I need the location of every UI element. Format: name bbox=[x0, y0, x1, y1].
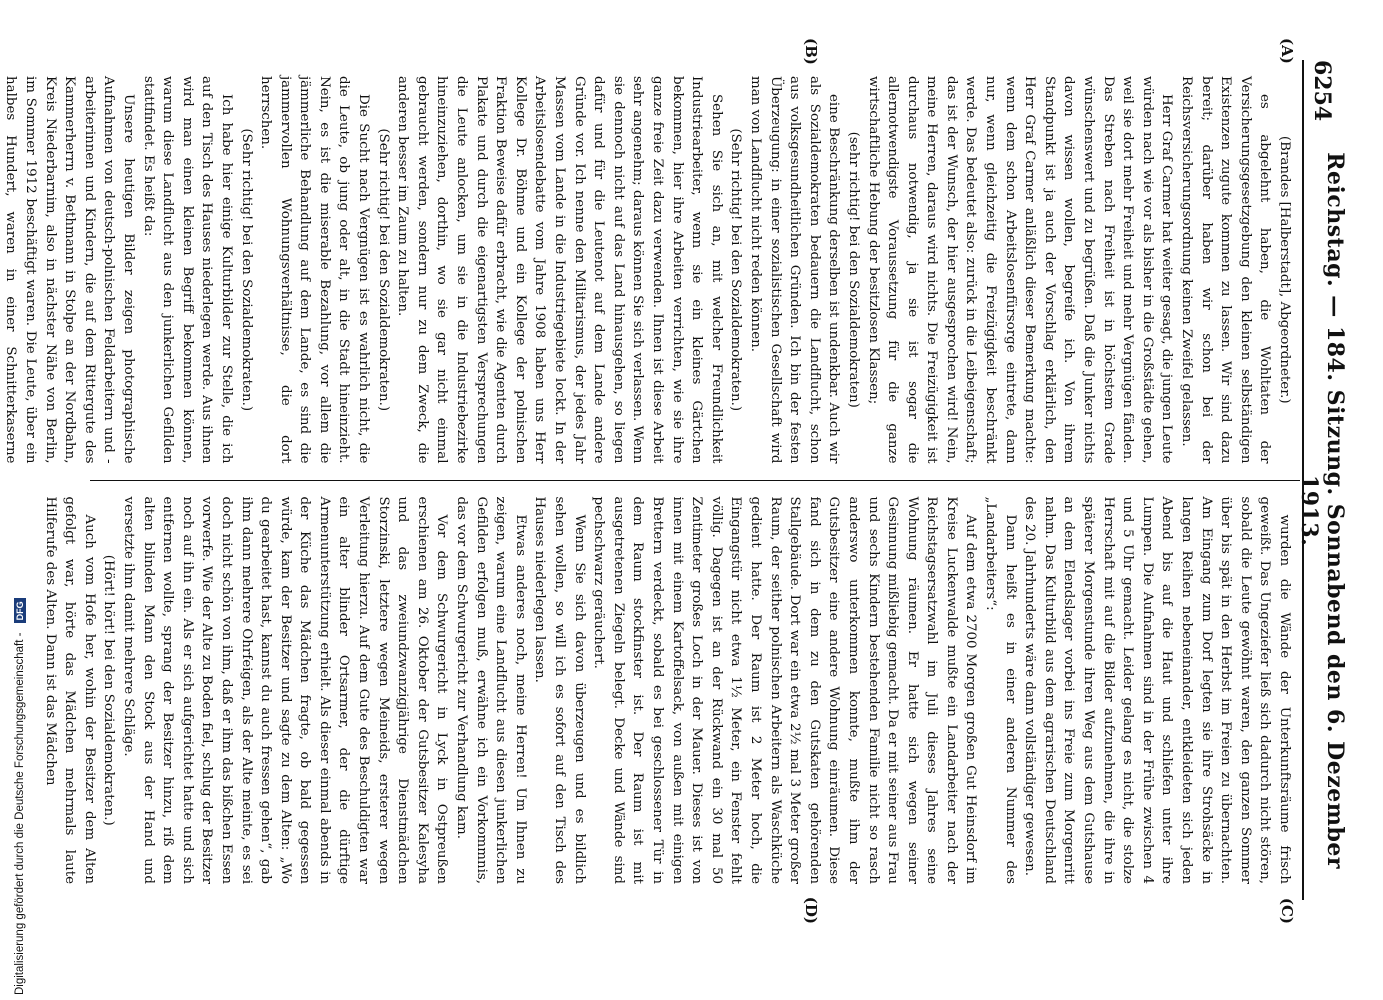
paragraph: (Sehr richtig! bei den Sozialdemokraten.) bbox=[238, 128, 254, 412]
paragraph: Auf dem etwa 2700 Morgen großen Gut Heinsdorf im Kreise Luckenwalde mußte ein Landarbeiter nach der Reichstagsersatzwahl im Juli dieses Jahres seine Wohnung räumen. Er hatte sich wegen seiner Gesinnung mißliebig gemacht. Da er mit seiner aus Frau und sechs Kindern bestehenden Familie nicht so rasch anderswo unterkommen konnte, mußte ihm der Gutsbesitzer eine andere Wohnung einräumen. Diese fand sich in dem zu den Gutskaten gehörenden Stallgebäude. Dort war ein etwa 2½ mal 3 Meter großer Raum, der seither polnischen Arbeitern als Waschküche gedient hatte. Der Raum ist 2 Meter hoch, die Eingangstür nicht etwa 1½ Meter, ein Fenster fehlt völlig. Dagegen ist an der Rückwand ein 30 mal 50 Zentimeter großes Loch in der Mauer. Dieses ist von innen mit einem Kartoffelsack, von außen mit einigen Brettern verdeckt, sobald es bei geschlossener Tür in dem Raum stockfinster ist. Der Raum ist mit ausgetretenen Ziegeln belegt. Decke und Wände sind pechschwarz geräuchert. bbox=[591, 496, 979, 884]
paragraph: Vor dem Schwurgericht in Lyck in Ostpreußen erschienen am 26. Oktober der Gutsbesitzer Kalesyha und das zweiundzwanzigjährige Dienstmädchen Storzinski, letztere wegen Meineids, ersterer wegen Verleitung hierzu. Auf dem Gute des Beschuldigten war ein alter blinder Ortsarmer, der die dürftige Armenunterstützung erhielt. Als dieser einmal abends in der Küche das Mädchen fragte, ob bald gegessen würde, kam der Besitzer und sagte zu dem Alten: „Wo du gearbeitet hast, kannst du auch fressen gehen“, gab ihm dann mehrere Ohrfeigen, als der Alte meinte, es sei doch nicht schön von ihm, daß er ihm das bißchen Essen vorwerfe. Wie der Alte zu Boden fiel, schlug der Besitzer noch auf ihn ein. Als er sich aufgerichtet hatte und sich entfernen wollte, sprang der Besitzer hinzu, riß dem alten blinden Mann den Stock aus der Hand und versetzte ihm damit mehrere Schläge. bbox=[120, 496, 450, 884]
page-header bbox=[1296, 60, 1348, 900]
paragraph: Die Sucht nach Vergnügen ist es wahrlich nicht, die die Leute, ob jung oder alt, in die Stadt hineinzieht. Nein, es ist die miserable Bezahlung, vor allem die jämmerliche Behandlung auf dem Lande, es sind die jammervollen Wohnungsverhältnisse, die dort herrschen. bbox=[258, 76, 372, 464]
paragraph: (Sehr richtig! bei den Sozialdemokraten.) bbox=[728, 128, 744, 412]
paragraph: Unsere heutigen Bilder zeigen photographische Aufnahmen von deutsch-polnischen Feldarbeitern und -arbeiterinnen und Kindern, die auf dem Rittergute des Kammerherrn v. Bethmann in Stolpe an der Nordbahn, Kreis Niederbarnim, also in nächster Nähe von Berlin, im Sommer 1912 beschäftigt waren. Die Leute, über ein halbes Hundert, waren in einer Schnitterkaserne bbox=[3, 76, 136, 464]
paragraph: Herr Graf Carmer hat weiter gesagt, die jungen Leute würden nach wie vor als bisher in die Großstädte gehen, weil sie dort mehr Freiheit und mehr Vergnügen fänden. Das Streben nach Freiheit ist in höchstem Grade wünschenswert und zu begrüßen. Daß die Junker nichts davon wissen wollen, begreife ich. Von ihrem Standpunkt ist ja auch der Vorschlag erklärlich, den Herr Graf Carmer anläßlich dieser Bemerkung machte: wenn dem schon Arbeitslosenfürsorge eintrete, dann nur, wenn gleichzeitig die Freizügigkeit beschränkt werde. Das bedeutet also: zurück in die Leibeigenschaft; das ist der Wunsch, der hier ausgesprochen wird! Nein, meine Herren, daraus wird nichts. Die Freizügigkeit ist durchaus notwendig, ja sie ist sogar die allernotwendigste Voraussetzung für die ganze wirtschaftliche Hebung der besitzlosen Klassen; bbox=[865, 76, 1175, 464]
paragraph: (sehr richtig! bei den Sozialdemokraten) bbox=[845, 131, 861, 408]
margin-mark-b: (B) bbox=[802, 38, 820, 65]
paragraph: Auch vom Hofe her, wohin der Besitzer dem Alten gefolgt war, hörte das Mädchen mehrmals laute Hilferufe des Alten. Dann ist das Mädchen bbox=[42, 496, 97, 884]
credit-text: Digitalisierung gefördert durch die Deutsche Forschungsgemeinschaft - bbox=[14, 632, 27, 995]
paragraph: Dann heißt es in einer anderen Nummer des „Landarbeiters“: bbox=[983, 496, 1018, 884]
right-column bbox=[42, 480, 1300, 901]
margin-mark-a: (A) bbox=[1278, 38, 1296, 64]
paragraph: es abgelehnt haben, die Wohltaten der Versicherungsgesetzgebung den kleinen selbständigen Existenzen zugute kommen zu lassen. Wir sind dazu bereit; darüber haben wir schon bei der Reichsversicherungsordnung keinen Zweifel gelassen. bbox=[1179, 76, 1273, 464]
digitization-credit bbox=[0, 0, 27, 1000]
margin-mark-d: (D) bbox=[802, 896, 820, 924]
paragraph: Ich habe hier einige Kulturbilder zur Stelle, die ich auf den Tisch des Hauses niederlegen werde. Aus ihnen wird man einen kleinen Begriff bekommen können, warum diese Landflucht aus den junkerlichen Gefilden stattfindet. Es heißt da: bbox=[140, 76, 234, 464]
margin-mark-c: (C) bbox=[1278, 897, 1296, 924]
paragraph: (Brandes [Halberstadt], Abgeordneter.) bbox=[1277, 135, 1292, 404]
left-column bbox=[3, 60, 1300, 480]
paragraph: (Hört! hört! bei den Sozialdemokraten.) bbox=[101, 554, 117, 826]
paragraph: Sehen Sie sich an, mit welcher Freundlichkeit Industriearbeiter, wenn sie ein kleines Gärtchen bekommen, hier ihre Arbeiten verrichten, wie sie ihre ganze freie Zeit dazu verwenden. Ihnen ist diese Arbeit sehr angenehm; daraus können Sie sich verlassen. Wenn sie dennoch nicht auf das Land hinausgehen, so liegen dafür und für die Leutenot auf dem Lande andere Gründe vor. Ich nenne den Militarismus, der jedes Jahr Massen vom Lande in die Industriegebiete lockt. In der Arbeitslosendebatte vom Jahre 1908 haben uns Herr Kollege Dr. Böhme und ein Kollege der polnischen Fraktion Beweise dafür erbracht, wie die Agenten durch Plakate und durch die eigenartigsten Versprechungen die Leute anlocken, um sie in die Industriebezirke hineinzuziehen, dorthin, wo sie gar nicht einmal gebraucht werden, sondern nur zu dem Zweck, die anderen besser im Zaum zu halten. bbox=[395, 76, 724, 464]
paragraph: wurden die Wände der Unterkunftsräume frisch geweißt. Das Ungeziefer ließ sich dadurch nicht stören, sobald die Leute gewöhnt waren, den ganzen Sommer über bis spät in den Herbst im Freien zu übernachten. Am Eingang zum Dorf legten sie ihre Strohsäcke in langen Reihen nebeneinander, entkleideten sich jeden Abend bis auf die Haut und schliefen unter ihre Lumpen. Die Aufnahmen sind in der Frühe zwischen 4 und 5 Uhr gemacht. Leider gelang es nicht, die stolze Herrschaft mit auf die Bilder aufzunehmen, die ihre in späterer Morgenstunde ihren Weg aus dem Gutshause an dem Elendslager vorbei ins Freie zum Morgenritt nahm. Das Kulturbild aus dem agrarischen Deutschland des 20. Jahrhunderts wäre dann vollständiger gewesen. bbox=[1022, 496, 1292, 884]
page-title: Reichstag. — 184. Sitzung. Sonnabend den 6. Dezember 1913. bbox=[1296, 152, 1348, 869]
paragraph: Wenn Sie sich davon überzeugen und es bildlich sehen wollen, so will ich es sofort auf den Tisch des Hauses niederlegen lassen. bbox=[532, 496, 587, 884]
paragraph: (Sehr richtig! bei den Sozialdemokraten.) bbox=[375, 128, 391, 412]
page-number: 6254 bbox=[1309, 60, 1335, 122]
paragraph: eine Beschränkung derselben ist undenkbar. Auch wir als Sozialdemokraten bedauern die Landflucht, schon aus volksgesundheitlichen Gründen. Ich bin der festen Überzeugung: in einer sozialistischen Gesellschaft wird man von Landflucht nicht reden können. bbox=[747, 76, 842, 464]
dfg-logo: DFG bbox=[14, 598, 26, 623]
paragraph: Etwas anderes noch, meine Herren! Um Ihnen zu zeigen, warum eine Landflucht aus diesen junkerlichen Gefilden erfolgen muß, erwähne ich ein Vorkommnis, das vor dem Schwurgericht zur Verhandlung kam. bbox=[454, 496, 528, 884]
